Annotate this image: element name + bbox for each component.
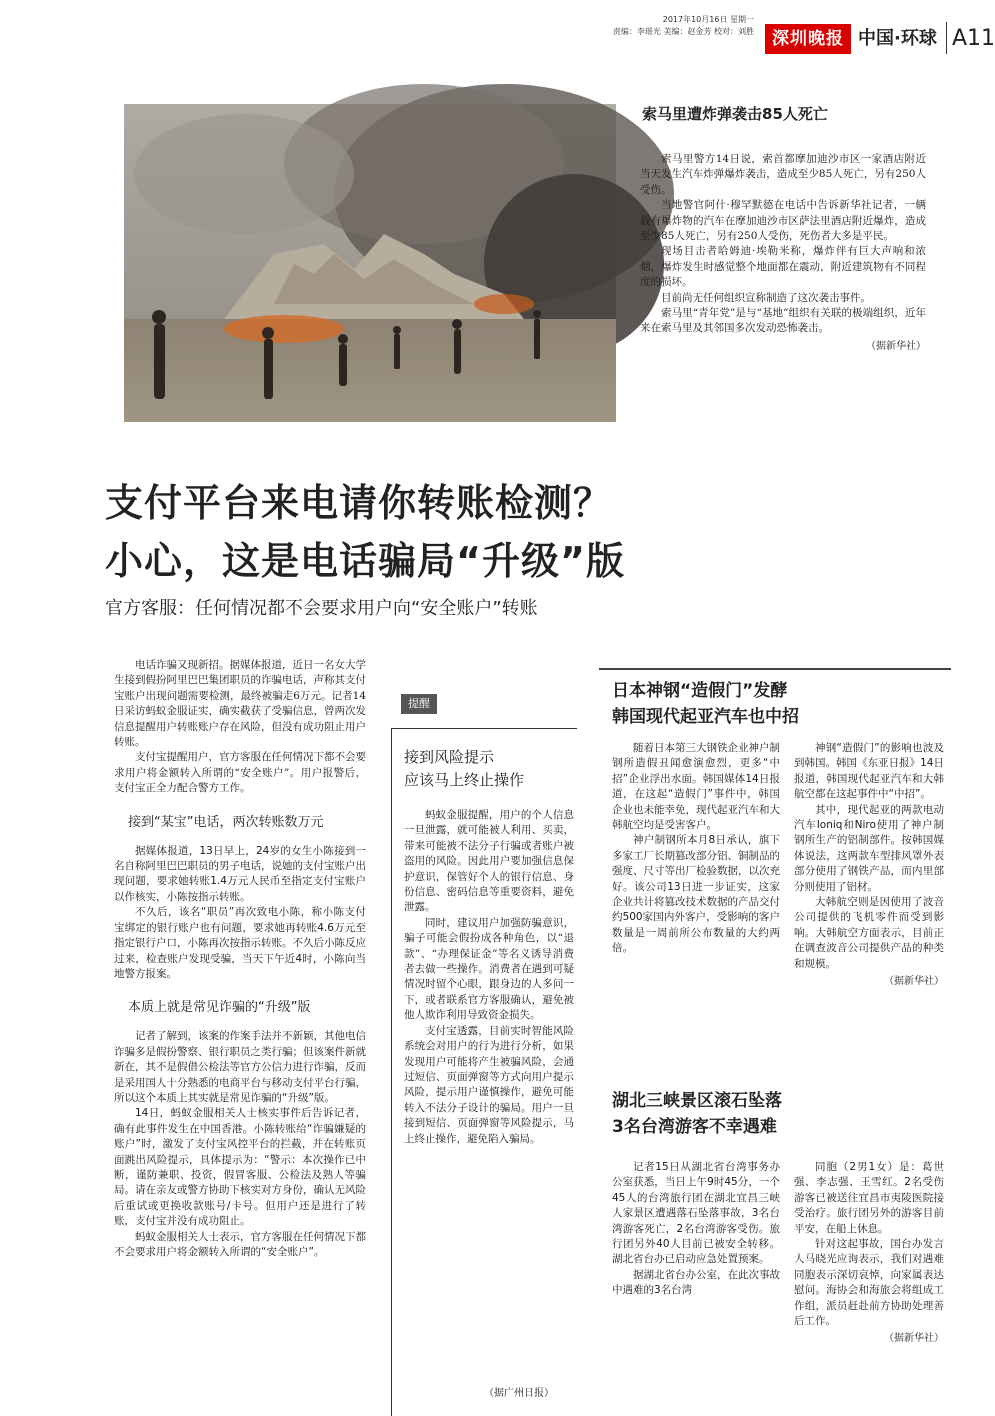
- hubei-column-1: [612, 1160, 780, 1299]
- credits: 责编：李瑶光 美编：赵金芳 校对：刘胜: [612, 27, 754, 36]
- kobe-paragraph: 随着日本第三大钢铁企业神户制钢所造假丑闻愈演愈烈，更多“中招”企业浮出水面。韩国媒体14日报道，在这起“造假门”事件中，韩国企业也未能幸免，现代起亚汽车和大韩航空均是受害客户。: [612, 742, 780, 832]
- kobe-headline: 日本神钢“造假门”发酵 韩国现代起亚汽车也中招: [612, 681, 799, 727]
- hubei-column-2: [794, 1160, 944, 1344]
- section-name: 中国·环球: [858, 28, 937, 49]
- tip-paragraph: 同时，建议用户加强防骗意识，骗子可能会假扮成各种角色，以“退款”、“办理保证金”等名义诱导消费者去做一些操作。消费者在遇到可疑情况时留个心眼，跟身边的人多问一下，或者联系官方客服确认，避免被他人欺诈利用导致资金损失。: [404, 916, 574, 1022]
- right-column-rule: [599, 668, 951, 670]
- somalia-source: （据新华社）: [866, 340, 926, 352]
- somalia-paragraph: 索马里警方14日说，索首都摩加迪沙市区一家酒店附近当天发生汽车炸弹爆炸袭击，造成至少85人死亡，另有250人受伤。: [640, 153, 926, 196]
- somalia-headline: 索马里遭炸弹袭击85人死亡: [642, 105, 828, 123]
- page-number: A11: [952, 26, 995, 51]
- intro-paragraph: 支付宝提醒用户，官方客服在任何情况下都不会要求用户将金额转入所谓的“安全账户”。用户报警后，支付宝正全力配合警方工作。: [114, 751, 366, 795]
- main-deck: 官方客服：任何情况都不会要求用户向“安全账户”转账: [105, 598, 538, 619]
- subhead-2: 本质上就是常见诈骗的“升级”版: [128, 1000, 311, 1016]
- somalia-paragraph: 目前尚无任何组织宣称制造了这次袭击事件。: [661, 291, 871, 304]
- subhead-1: 接到“某宝”电话，两次转账数万元: [128, 814, 324, 830]
- body-paragraph: 据媒体报道，13日早上，24岁的女生小陈接到一名自称阿里巴巴职员的男子电话，说她的支付宝账户出现问题，要求她转账1.4万元人民币至指定支付宝账户以作核实，小陈按指示转账。: [114, 844, 366, 903]
- somalia-paragraph: 当地警官阿什·穆罕默德在电话中告诉新华社记者，一辆载有爆炸物的汽车在摩加迪沙市区萨法里酒店附近爆炸，造成至少85人死亡，另有250人受伤，死伤者大多是平民。: [640, 199, 926, 243]
- main-article: [114, 658, 366, 1260]
- hubei-paragraph: 同胞（2男1女）是：葛世强、李志强、王雪红。2名受伤游客已被送往宜昌市夷陵医院接受治疗。旅行团另外的游客目前平安，在船上休息。: [794, 1161, 944, 1235]
- tip-headline: 接到风险提示 应该马上终止操作: [404, 748, 525, 789]
- masthead-date: [613, 14, 754, 38]
- tip-paragraph: 支付宝透露，目前实时智能风险系统会对用户的行为进行分析，如果发现用户可能将产生被骗风险，会通过短信、页面弹窗等方式向用户提示风险，提示用户谨慎操作，避免可能转入不法分子设计的骗局。用户一旦接到短信、页面弹窗等风险提示，马上终止操作，避免陷入骗局。: [404, 1024, 574, 1145]
- hubei-paragraph: 针对这起事故，国台办发言人马晓光应询表示，我们对遇难同胞表示深切哀悼，向家属表达慰问。海协会和海旅会将组成工作组，派员赶赴前方协助处理善后工作。: [794, 1238, 944, 1328]
- hubei-paragraph: 据湖北省台办公室，在此次事故中遇难的3名台湾: [612, 1268, 780, 1297]
- somalia-paragraph: 索马里“青年党”是与“基地”组织有关联的极端组织，近年来在索马里及其邻国多次发动恐怖袭击。: [640, 307, 926, 335]
- tip-tab-label: 提醒: [401, 694, 437, 714]
- newspaper-logo: 深圳晚报: [765, 24, 851, 54]
- explosion-photo-illustration: [124, 104, 616, 422]
- main-headline-line1: 支付平台来电请你转账检测？: [105, 481, 613, 525]
- issue-date: 2017年10月16日 星期一: [662, 15, 754, 24]
- kobe-paragraph: 其中，现代起亚的两款电动汽车Ioniq和Niro使用了神户制钢所生产的铝制部件。按韩国媒体说法，这两款车型排风罩外表部分使用了钢铁产品，而内里部分则使用了铝材。: [794, 803, 944, 893]
- kobe-paragraph: 神钢“造假门”的影响也波及到韩国。韩国《东亚日报》14日报道，韩国现代起亚汽车和大韩航空都在这起事件中“中招”。: [794, 742, 944, 801]
- explosion-photo: [124, 104, 616, 422]
- tip-article: [404, 808, 574, 1147]
- intro-paragraph: 电话诈骗又现新招。据媒体报道，近日一名女大学生接到假扮阿里巴巴集团职员的诈骗电话，声称其支付宝账户出现问题需要检测，最终被骗走6万元。记者14日采访蚂蚁金服证实，确实截获了受骗信息，曾两次发信息提醒用户转账账户存在风险，但没有成功阻止用户转账。: [114, 659, 366, 749]
- main-headline-line2: 小心，这是电话骗局“升级”版: [105, 539, 625, 583]
- body-paragraph: 14日，蚂蚁金服相关人士核实事件后告诉记者，确有此事件发生在中国香港。小陈转账给“诈骗嫌疑的账户”时，激发了支付宝风控平台的拦截，并在转账页面跳出风险提示，具体提示为：“警示：本次操作已中断，谨防兼职、投资，假冒客服、公检法及熟人等骗局。请在亲友或警方协助下核实对方身份，确认无风险后重试或更换收款账号/卡号。但用户还是进行了转账，支付宝并没有成功阻止。: [114, 1107, 366, 1228]
- hubei-headline: 湖北三峡景区滚石坠落 3名台湾游客不幸遇难: [612, 1091, 782, 1137]
- kobe-column-2: [794, 741, 944, 987]
- body-paragraph: 不久后，该名“职员”再次致电小陈，称小陈支付宝绑定的银行账户也有问题，要求她再转账4.6万元至指定银行户口，小陈再次按指示转账。不久后小陈反应过来，检查账户发现受骗，当天下午近4时，小陈向当地警方报案。: [114, 906, 366, 980]
- somalia-paragraph: 现场目击者哈姆迪·埃勒米称，爆炸伴有巨大声响和浓烟，爆炸发生时感觉整个地面都在震动，附近建筑物有不同程度的损坏。: [640, 245, 926, 289]
- kobe-paragraph: 神户制钢所本月8日承认，旗下多家工厂长期篡改部分铝、铜制品的强度、尺寸等出厂检验数据，以次充好。该公司13日进一步证实，这家企业共计将篡改技术数据的产品交付约500家国内外客户，受影响的客户数量是一周前所公布数量的大约两倍。: [612, 834, 780, 955]
- somalia-article: [640, 152, 926, 352]
- body-paragraph: 蚂蚁金服相关人士表示，官方客服在任何情况下都不会要求用户将金额转入所谓的“安全账户”。: [114, 1230, 366, 1258]
- kobe-source: （据新华社）: [884, 976, 944, 988]
- hubei-source: （据新华社）: [884, 1333, 944, 1345]
- masthead-divider: [946, 22, 947, 54]
- hubei-paragraph: 记者15日从湖北省台湾事务办公室获悉，当日上午9时45分，一个45人的台湾旅行团在湖北宜昌三峡人家景区遭遇落石坠落事故，3名台湾游客死亡，2名台湾游客受伤。旅行团另外40人目前已被安全转移。湖北省台办已启动应急处置预案。: [612, 1161, 780, 1266]
- kobe-paragraph: 大韩航空则是因使用了波音公司提供的飞机零件而受到影响。大韩航空方面表示，目前正在调查波音公司提供产品的种类和规模。: [794, 896, 944, 970]
- kobe-column-1: [612, 741, 780, 957]
- tip-paragraph: 蚂蚁金服提醒，用户的个人信息一旦泄露，就可能被人利用、买卖，带来可能被不法分子行骗或者账户被盗用的风险。因此用户要加强信息保护意识，保管好个人的银行信息、身份信息、密码信息等重要资料，避免泄露。: [404, 809, 574, 914]
- tip-source: （据广州日报）: [484, 1388, 554, 1399]
- body-paragraph: 记者了解到，该案的作案手法并不新颖，其他电信诈骗多是假扮警察、银行职员之类行骗；但该案件新就新在，其不是假借公检法等官方公信力进行诈骗，反而是采用国人十分熟悉的电商平台与移动支付平台行骗，所以这个本质上其实就是常见诈骗的“升级”版。: [114, 1030, 366, 1104]
